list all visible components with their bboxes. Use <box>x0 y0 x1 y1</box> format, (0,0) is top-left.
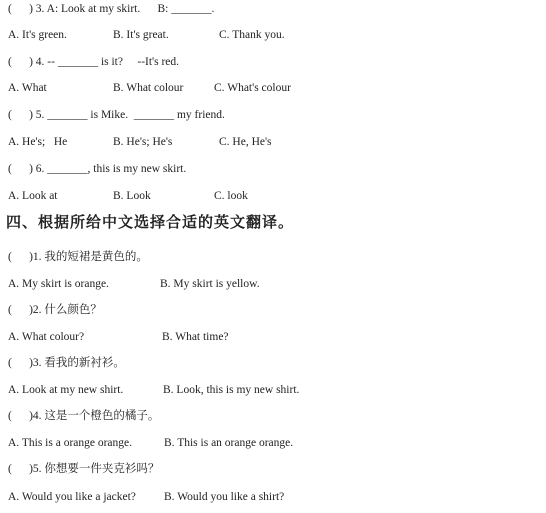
s4-question-5-option-b: B. Would you like a shirt? <box>164 491 285 503</box>
s4-question-1-option-b: B. My skirt is yellow. <box>160 278 260 290</box>
question-4-option-b: B. What colour <box>113 82 184 94</box>
s4-question-3-stem: ( )3. 看我的新衬衫。 <box>8 357 125 369</box>
s4-question-4-stem: ( )4. 这是一个橙色的橘子。 <box>8 410 160 422</box>
question-5-option-a: A. He's; He <box>8 136 68 148</box>
question-3-stem: ( ) 3. A: Look at my skirt. B: _______. <box>8 3 215 15</box>
s4-question-1-option-a: A. My skirt is orange. <box>8 278 109 290</box>
s4-question-2-stem: ( )2. 什么颜色？ <box>8 304 102 316</box>
question-5-option-c: C. He, He's <box>219 136 272 148</box>
question-6-option-b: B. Look <box>113 190 151 202</box>
question-4-stem: ( ) 4. -- _______ is it? --It's red. <box>8 56 180 68</box>
question-5-option-b: B. He's; He's <box>113 136 173 148</box>
s4-question-4-option-a: A. This is a orange orange. <box>8 437 133 449</box>
s4-question-4-option-b: B. This is an orange orange. <box>164 437 294 449</box>
question-3-option-c: C. Thank you. <box>219 29 285 41</box>
question-6-stem: ( ) 6. _______, this is my new skirt. <box>8 163 187 175</box>
question-5-stem: ( ) 5. _______ is Mike. _______ my friend. <box>8 109 225 121</box>
section-4-heading: 四、根据所给中文选择合适的英文翻译。 <box>6 215 295 231</box>
s4-question-5-stem: ( )5. 你想要一件夹克衫吗？ <box>8 463 160 475</box>
s4-question-2-option-a: A. What colour? <box>8 331 85 343</box>
question-4-option-c: C. What's colour <box>214 82 291 94</box>
question-6-option-c: C. look <box>214 190 248 202</box>
question-6-option-a: A. Look at <box>8 190 58 202</box>
s4-question-3-option-a: A. Look at my new shirt. <box>8 384 124 396</box>
s4-question-3-option-b: B. Look, this is my new shirt. <box>163 384 300 396</box>
question-4-option-a: A. What <box>8 82 47 94</box>
s4-question-1-stem: ( )1. 我的短裙是黄色的。 <box>8 251 148 263</box>
question-3-option-a: A. It's green. <box>8 29 67 41</box>
question-3-option-b: B. It's great. <box>113 29 169 41</box>
s4-question-2-option-b: B. What time? <box>162 331 229 343</box>
s4-question-5-option-a: A. Would you like a jacket? <box>8 491 136 503</box>
